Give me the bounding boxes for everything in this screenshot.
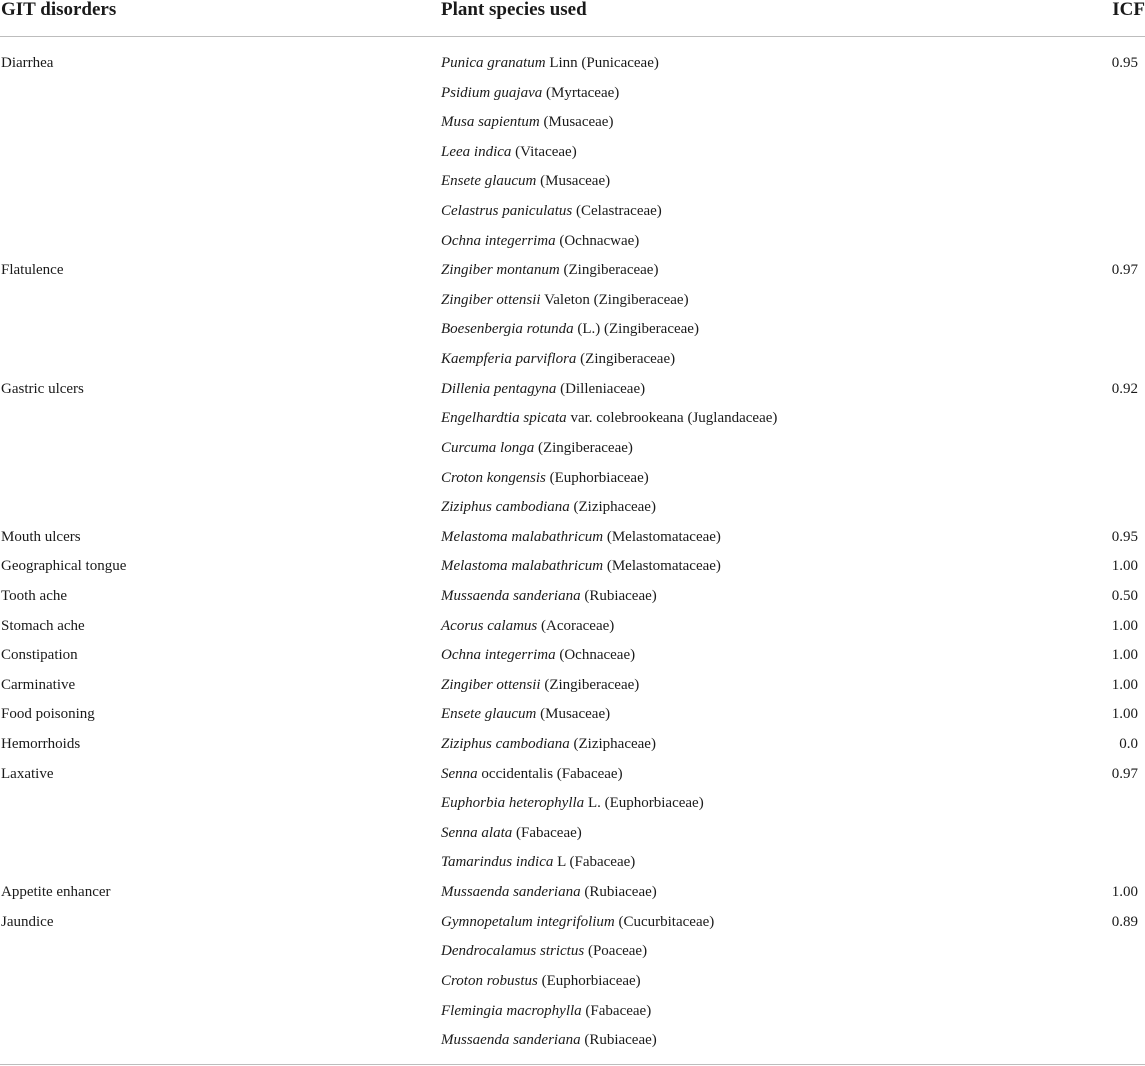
plant-cell: [441, 967, 641, 997]
header-icf: ICF: [1112, 0, 1145, 20]
table-row: [0, 256, 1145, 286]
family-name: occidentalis (Fabaceae): [477, 765, 623, 782]
plant-cell: [441, 434, 633, 464]
family-name: L. (Euphorbiaceae): [584, 795, 704, 812]
family-name: (Ziziphaceae): [569, 499, 656, 516]
plant-cell: [441, 878, 657, 908]
family-name: (Zingiberaceae): [540, 676, 640, 693]
family-name: (Celastraceae): [572, 203, 662, 220]
family-name: (L.) (Zingiberaceae): [573, 321, 699, 338]
icf-cell: 1.00: [1111, 676, 1138, 693]
plant-cell: [441, 700, 610, 730]
species-name: Celastrus paniculatus: [441, 203, 573, 220]
species-name: Mussaenda sanderiana: [441, 587, 581, 604]
family-name: (Poaceae): [584, 943, 648, 960]
table-row: [0, 937, 1145, 967]
species-name: Curcuma longa: [441, 439, 535, 456]
table-body: [0, 49, 1145, 1056]
table-row: [0, 819, 1145, 849]
disorder-cell: Constipation: [1, 647, 78, 664]
disorder-cell: Laxative: [1, 765, 54, 782]
table-row: [0, 997, 1145, 1027]
table-row: [0, 848, 1145, 878]
table-row: [0, 789, 1145, 819]
family-name: (Rubiaceae): [580, 884, 657, 901]
plant-cell: [441, 552, 721, 582]
species-name: Melastoma malabathricum: [441, 528, 604, 545]
species-name: Zingiber ottensii: [441, 676, 541, 693]
table-row: [0, 523, 1145, 553]
table-row: [0, 464, 1145, 494]
family-name: (Cucurbitaceae): [614, 913, 715, 930]
icf-cell: 0.50: [1111, 587, 1138, 604]
table-row: [0, 908, 1145, 938]
family-name: var. colebrookeana (Juglandaceae): [566, 410, 778, 427]
table-row: [0, 1026, 1145, 1056]
species-name: Ensete glaucum: [441, 706, 537, 723]
table-row: [0, 197, 1145, 227]
table-row: [0, 730, 1145, 760]
plant-cell: [441, 908, 714, 938]
species-name: Croton robustus: [441, 972, 538, 989]
species-name: Mussaenda sanderiana: [441, 884, 581, 901]
disorder-cell: Geographical tongue: [1, 558, 127, 575]
family-name: (Musaceae): [539, 114, 614, 131]
species-name: Kaempferia parviflora: [441, 351, 577, 368]
table-row: [0, 582, 1145, 612]
plant-cell: [441, 997, 651, 1027]
table-row: [0, 404, 1145, 434]
table-row: [0, 493, 1145, 523]
species-name: Gymnopetalum integrifolium: [441, 913, 615, 930]
family-name: Linn (Punicaceae): [545, 55, 659, 71]
plant-cell: [441, 375, 645, 405]
disorder-cell: Appetite enhancer: [1, 884, 111, 901]
family-name: (Zingiberaceae): [576, 351, 676, 368]
species-name: Ochna integerrima: [441, 647, 556, 664]
plant-cell: [441, 167, 610, 197]
family-name: (Ochnaceae): [555, 647, 636, 664]
family-name: (Ziziphaceae): [569, 736, 656, 753]
species-name: Psidium guajava: [441, 84, 543, 101]
species-name: Musa sapientum: [441, 114, 540, 131]
plant-cell: [441, 848, 635, 878]
table-row: [0, 967, 1145, 997]
family-name: (Acoraceae): [537, 617, 615, 634]
species-name: Engelhardtia spicata: [441, 410, 567, 427]
species-name: Ziziphus cambodiana: [441, 499, 570, 516]
icf-cell: 0.0: [1119, 736, 1138, 753]
species-name: Acorus calamus: [441, 617, 538, 634]
family-name: L (Fabaceae): [553, 854, 636, 871]
plant-cell: [441, 1026, 657, 1056]
species-name: Senna alata: [441, 824, 513, 841]
table-header: [0, 0, 1145, 24]
plant-cell: [441, 789, 704, 819]
family-name: (Zingiberaceae): [534, 439, 633, 456]
family-name: (Ochnacwae): [555, 232, 640, 249]
icf-cell: 0.89: [1111, 913, 1138, 930]
disorder-cell: Diarrhea: [1, 55, 54, 71]
table-row: [0, 138, 1145, 168]
species-name: Mussaenda sanderiana: [441, 1032, 581, 1049]
icf-cell: 0.95: [1111, 528, 1138, 545]
table-row: [0, 671, 1145, 701]
plant-cell: [441, 138, 577, 168]
family-name: (Melastomataceae): [603, 528, 721, 545]
plant-cell: [441, 227, 639, 257]
plant-cell: [441, 315, 699, 345]
table-row: [0, 878, 1145, 908]
header-divider: [0, 36, 1145, 37]
species-name: Leea indica: [441, 143, 512, 160]
disorder-cell: Flatulence: [1, 262, 64, 279]
table-row: [0, 700, 1145, 730]
table-row: [0, 375, 1145, 405]
disorder-cell: Jaundice: [1, 913, 54, 930]
disorder-cell: Stomach ache: [1, 617, 85, 634]
species-name: Tamarindus indica: [441, 854, 554, 871]
plant-cell: [441, 671, 639, 701]
species-name: Boesenbergia rotunda: [441, 321, 574, 338]
plant-cell: [441, 286, 689, 316]
species-name: Melastoma malabathricum: [441, 558, 604, 575]
plant-cell: [441, 523, 721, 553]
plant-cell: [441, 197, 662, 227]
table-row: [0, 315, 1145, 345]
family-name: (Zingiberaceae): [559, 262, 659, 279]
header-plant-species: Plant species used: [441, 0, 587, 20]
plant-cell: [441, 612, 614, 642]
species-name: Ziziphus cambodiana: [441, 736, 570, 753]
table-row: [0, 760, 1145, 790]
species-name: Ensete glaucum: [441, 173, 537, 190]
species-name: Dillenia pentagyna: [441, 380, 557, 397]
species-name: Croton kongensis: [441, 469, 546, 486]
species-name: Zingiber montanum: [441, 262, 560, 279]
species-name: Dendrocalamus strictus: [441, 943, 585, 960]
plant-cell: [441, 108, 613, 138]
plant-cell: [441, 256, 658, 286]
disorder-cell: Carminative: [1, 676, 76, 693]
table-row: [0, 79, 1145, 109]
plant-cell: [441, 641, 635, 671]
icf-cell: 0.97: [1111, 765, 1138, 782]
disorder-cell: Mouth ulcers: [1, 528, 81, 545]
plant-cell: [441, 493, 656, 523]
icf-cell: 1.00: [1111, 647, 1138, 664]
family-name: (Euphorbiaceae): [545, 469, 649, 486]
plant-cell: [441, 345, 675, 375]
plant-cell: [441, 79, 619, 109]
plant-cell: [441, 760, 623, 790]
icf-cell: 1.00: [1111, 617, 1138, 634]
family-name: (Musaceae): [536, 706, 611, 723]
plant-cell: [441, 464, 649, 494]
plant-cell: [441, 404, 777, 434]
family-name: (Myrtaceae): [542, 84, 620, 101]
icf-cell: 1.00: [1111, 558, 1138, 575]
species-name: Ochna integerrima: [441, 232, 556, 249]
family-name: (Melastomataceae): [603, 558, 721, 575]
table-bottom-rule: [0, 1064, 1145, 1065]
disorder-cell: Hemorrhoids: [1, 736, 81, 753]
family-name: (Vitaceae): [511, 143, 577, 160]
family-name: (Musaceae): [536, 173, 611, 190]
table-row: [0, 345, 1145, 375]
family-name: (Euphorbiaceae): [537, 972, 641, 989]
species-name: Punica granatum: [441, 55, 546, 71]
disorder-cell: Tooth ache: [1, 587, 68, 604]
plant-cell: [441, 49, 659, 79]
table-row: [0, 552, 1145, 582]
family-name: Valeton (Zingiberaceae): [540, 291, 689, 308]
family-name: (Fabaceae): [581, 1002, 652, 1019]
table-row: [0, 612, 1145, 642]
header-git-disorders: GIT disorders: [1, 0, 117, 20]
icf-cell: 1.00: [1111, 884, 1138, 901]
family-name: (Dilleniaceae): [556, 380, 646, 397]
plant-cell: [441, 582, 657, 612]
icf-cell: 0.95: [1111, 55, 1138, 71]
table-row: [0, 286, 1145, 316]
plant-cell: [441, 819, 582, 849]
plant-cell: [441, 937, 647, 967]
table-row: [0, 434, 1145, 464]
disorder-cell: Food poisoning: [1, 706, 95, 723]
species-name: Euphorbia heterophylla: [441, 795, 585, 812]
species-name: Senna: [441, 765, 478, 782]
species-name: Zingiber ottensii: [441, 291, 541, 308]
table-row: [0, 641, 1145, 671]
family-name: (Rubiaceae): [580, 1032, 657, 1049]
family-name: (Rubiaceae): [580, 587, 657, 604]
plant-cell: [441, 730, 656, 760]
icf-cell: 0.97: [1111, 262, 1138, 279]
family-name: (Fabaceae): [512, 824, 582, 841]
table-row: [0, 167, 1145, 197]
icf-cell: 1.00: [1111, 706, 1138, 723]
icf-cell: 0.92: [1111, 380, 1138, 397]
disorder-cell: Gastric ulcers: [1, 380, 84, 397]
table-row: [0, 227, 1145, 257]
table-row: [0, 108, 1145, 138]
table-row: [0, 49, 1145, 79]
species-name: Flemingia macrophylla: [441, 1002, 582, 1019]
